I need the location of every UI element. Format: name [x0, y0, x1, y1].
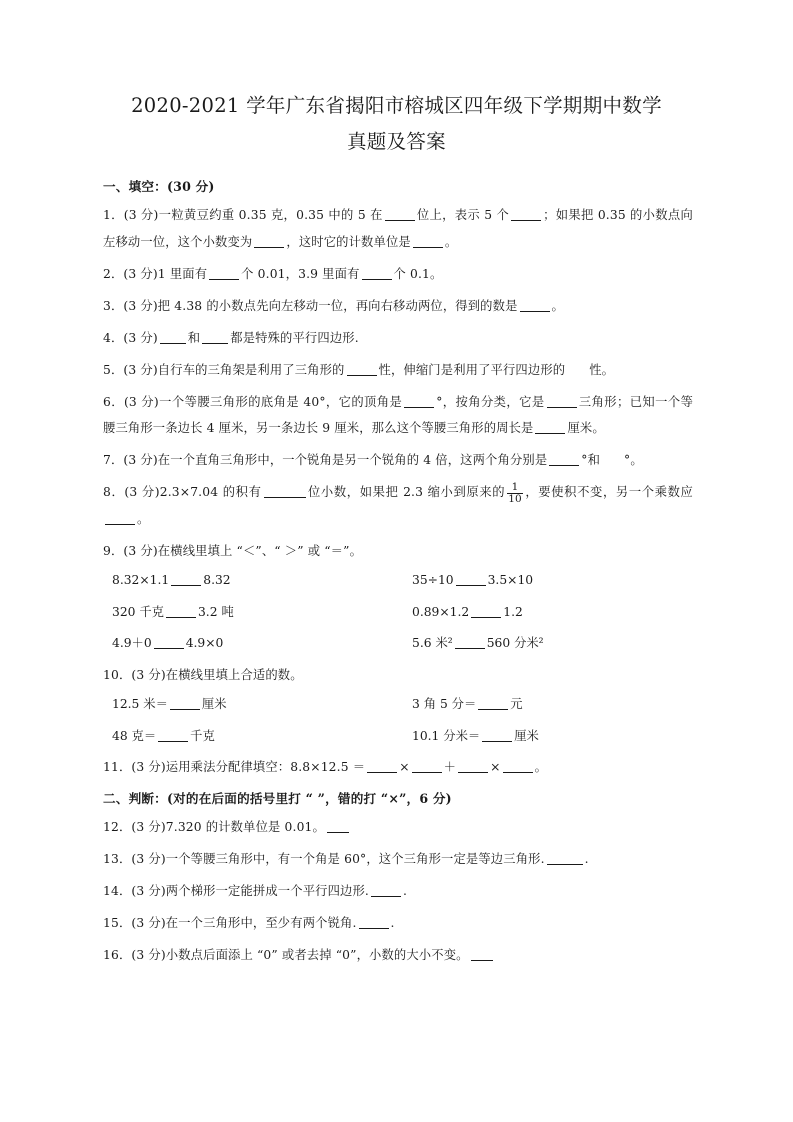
- question-13: [103, 846, 693, 873]
- question-6-text-b: °，按角分类，它是: [436, 394, 545, 409]
- question-10-row-1-left: [103, 691, 412, 718]
- answer-blank[interactable]: [347, 362, 377, 376]
- question-7-text-b: °和: [581, 453, 601, 467]
- answer-blank[interactable]: [471, 604, 501, 618]
- question-5-text-c: 性。: [589, 362, 615, 377]
- question-9-row-3-left: [103, 630, 412, 657]
- question-9-row-2-left: [103, 599, 412, 626]
- expr-left: 10.1 分米＝: [412, 728, 481, 743]
- expr-right: 3.2 吨: [197, 604, 234, 619]
- question-6-text-d: 厘米。: [567, 421, 605, 435]
- answer-blank[interactable]: [327, 819, 349, 833]
- expr-right: 3.5×10: [487, 573, 534, 587]
- expr-left: 320 千克: [112, 604, 164, 619]
- question-6-text-a: 一个等腰三角形的底角是 40°，它的顶角是: [158, 394, 403, 409]
- answer-blank[interactable]: [154, 635, 184, 649]
- answer-blank[interactable]: [158, 728, 188, 742]
- expr-right: 4.9×0: [185, 636, 224, 650]
- question-8-number: 8．(3 分): [103, 485, 160, 499]
- question-3-text-b: 。: [551, 298, 564, 313]
- question-12-text-a: 7.320 的计数单位是 0.01。: [165, 820, 325, 834]
- question-7-text-a: 在一个直角三角形中，一个锐角是另一个锐角的 4 倍，这两个角分别是: [157, 453, 548, 467]
- question-2-text-a: 1 里面有: [157, 266, 208, 281]
- fraction-numerator: 1: [511, 481, 519, 494]
- question-8-text-a: 2.3×7.04 的积有: [159, 485, 262, 499]
- question-9-row-3-right: [412, 630, 693, 657]
- question-7: [103, 447, 693, 474]
- expr-right: 千克: [190, 728, 215, 743]
- expr-left: 8.32×1.1: [112, 573, 170, 587]
- question-9-row-2-right: [412, 599, 693, 626]
- question-11: [103, 754, 693, 781]
- question-9-row-1-right: [412, 567, 693, 594]
- expr-right: 560 分米²: [486, 636, 544, 650]
- question-1-text-e: 。: [444, 234, 458, 249]
- question-10-row-2: [103, 723, 693, 750]
- answer-blank[interactable]: [166, 604, 196, 618]
- question-10-row-1-right: [412, 691, 693, 718]
- question-9-row-2: [103, 599, 693, 626]
- section-heading-fill-in-blank: 一、填空：(30 分): [103, 179, 215, 194]
- question-1-text-c: ；如果把 0.35 的小数点向左移动一位，这个小数变为: [103, 208, 693, 249]
- question-10-row-2-right: [412, 723, 693, 750]
- question-1-text-a: 一粒黄豆约重 0.35 克，0.35 中的 5 在: [158, 208, 383, 222]
- question-1: [103, 202, 693, 255]
- question-15: [103, 910, 693, 937]
- question-8-text-d: 。: [137, 511, 150, 526]
- question-4-number: 4．(3 分): [103, 330, 158, 345]
- question-1-text-b: 位上，表示 5 个: [416, 208, 510, 222]
- answer-blank[interactable]: [209, 266, 239, 280]
- question-13-text-a: 一个等腰三角形中，有一个角是 60°，这个三角形一定是等边三角形.: [165, 852, 545, 866]
- question-13-number: 13．(3 分): [103, 852, 166, 866]
- question-14-text-a: 两个梯形一定能拼成一个平行四边形.: [165, 884, 369, 898]
- answer-blank[interactable]: [549, 452, 579, 466]
- expr-left: 12.5 米＝: [112, 697, 168, 711]
- question-11-text-a: 运用乘法分配律填空：8.8×12.5 ＝: [165, 760, 366, 774]
- answer-blank[interactable]: [547, 394, 577, 408]
- answer-blank[interactable]: [105, 511, 135, 525]
- question-9-row-3: [103, 630, 693, 657]
- question-9-row-1-left: [103, 567, 412, 594]
- fraction-one-tenth: [507, 482, 523, 504]
- question-11-text-e: 。: [534, 760, 548, 774]
- question-7-number: 7．(3 分): [103, 453, 158, 467]
- question-8-text-b: 位小数，如果把 2.3 缩小到原来的: [307, 485, 506, 499]
- question-15-number: 15．(3 分): [103, 916, 166, 930]
- answer-blank[interactable]: [202, 330, 228, 344]
- answer-blank[interactable]: [264, 484, 306, 498]
- expr-left: 0.89×1.2: [412, 604, 470, 619]
- expr-right: 厘米: [514, 728, 539, 743]
- answer-blank[interactable]: [547, 851, 583, 865]
- answer-blank[interactable]: [458, 759, 488, 773]
- answer-blank[interactable]: [520, 298, 550, 312]
- question-5-text-b: 性，伸缩门是利用了平行四边形的: [378, 362, 566, 377]
- question-6-number: 6．(3 分): [103, 394, 159, 409]
- page-title: [0, 0, 793, 160]
- question-6: [103, 389, 693, 442]
- question-13-text-b: .: [584, 852, 589, 866]
- question-3: [103, 293, 693, 320]
- question-2-text-c: 个 0.1。: [393, 266, 443, 281]
- expr-left: 4.9＋0: [112, 636, 152, 650]
- answer-blank[interactable]: [170, 696, 200, 710]
- question-1-text-d: ，这时它的计数单位是: [286, 234, 411, 249]
- fraction-denominator: 10: [508, 493, 522, 505]
- question-2-text-b: 个 0.01，3.9 里面有: [241, 266, 360, 281]
- question-14-number: 14．(3 分): [103, 884, 166, 898]
- question-5-text-a: 自行车的三角架是利用了三角形的: [157, 362, 345, 377]
- question-4-text-a: 和: [187, 330, 201, 345]
- answer-blank[interactable]: [362, 266, 392, 280]
- question-14-text-b: .: [403, 884, 408, 898]
- question-11-number: 11．(3 分): [103, 760, 166, 774]
- question-10-number: 10．(3 分): [103, 667, 166, 682]
- answer-blank[interactable]: [404, 394, 434, 408]
- question-11-text-c: ＋: [443, 760, 457, 774]
- answer-blank[interactable]: [456, 572, 486, 586]
- question-11-text-d: ×: [490, 760, 501, 774]
- answer-blank[interactable]: [385, 207, 415, 221]
- question-4-text-b: 都是特殊的平行四边形.: [230, 330, 359, 345]
- question-15-text-a: 在一个三角形中，至少有两个锐角.: [165, 916, 357, 930]
- expr-right: 元: [510, 697, 523, 711]
- answer-blank[interactable]: [455, 635, 485, 649]
- question-9-prompt: 在横线里填上 “＜”、“ ＞” 或 “＝”。: [157, 543, 363, 558]
- expr-left: 5.6 米²: [412, 636, 453, 650]
- question-10-row-2-left: [103, 723, 412, 750]
- question-9-row-1: [103, 567, 693, 594]
- question-16-text-a: 小数点后面添上 “0” 或者去掉 “0”，小数的大小不变。: [165, 948, 469, 962]
- expr-right: 厘米: [201, 697, 227, 711]
- question-11-text-b: ×: [399, 760, 410, 774]
- answer-blank[interactable]: [503, 759, 533, 773]
- answer-blank[interactable]: [171, 572, 201, 586]
- question-5-number: 5．(3 分): [103, 362, 158, 377]
- answer-blank[interactable]: [482, 728, 512, 742]
- question-4: [103, 325, 693, 352]
- answer-blank[interactable]: [478, 696, 508, 710]
- question-5: [103, 357, 693, 384]
- question-16: [103, 942, 693, 969]
- expr-left: 48 克＝: [112, 728, 157, 743]
- answer-blank[interactable]: [160, 330, 186, 344]
- page-title-line-1: 2020-2021 学年广东省揭阳市榕城区四年级下学期期中数学: [131, 94, 662, 117]
- question-8-text-c: ，要使积不变，另一个乘数应: [524, 485, 694, 499]
- expr-left: 3 角 5 分＝: [412, 697, 477, 711]
- page-title-line-2: 真题及答案: [346, 130, 446, 153]
- question-10-prompt: 在横线里填上合适的数。: [165, 667, 303, 682]
- question-2-number: 2．(3 分): [103, 266, 158, 281]
- question-6-text-c: 三角形；已知一个等腰三角形一条边长 4 厘米，另一条边长 9 厘米，那么这个等腰三角形的周长是: [103, 394, 694, 435]
- answer-blank[interactable]: [413, 234, 443, 248]
- question-16-number: 16．(3 分): [103, 948, 166, 962]
- question-2: [103, 261, 693, 288]
- question-9-number: 9．(3 分): [103, 543, 158, 558]
- question-3-number: 3．(3 分): [103, 298, 158, 313]
- expr-left: 35÷10: [412, 573, 454, 587]
- question-14: [103, 878, 693, 905]
- question-12-number: 12．(3 分): [103, 820, 166, 834]
- expr-right: 8.32: [203, 573, 231, 587]
- answer-blank[interactable]: [567, 363, 587, 376]
- question-10: [103, 662, 693, 689]
- question-8: [103, 479, 693, 532]
- exam-body: [0, 174, 793, 969]
- answer-blank[interactable]: [371, 883, 401, 897]
- expr-right: 1.2: [503, 604, 523, 619]
- section-heading-true-false: 二、判断：(对的在后面的括号里打 “ ”，错的打 “×”，6 分): [103, 791, 452, 806]
- answer-blank[interactable]: [511, 207, 541, 221]
- answer-blank[interactable]: [254, 234, 284, 248]
- answer-blank[interactable]: [359, 915, 389, 929]
- answer-blank[interactable]: [535, 420, 565, 434]
- answer-blank[interactable]: [412, 759, 442, 773]
- question-9: [103, 538, 693, 565]
- question-15-text-b: .: [390, 916, 395, 930]
- question-3-text-a: 把 4.38 的小数点先向左移动一位，再向右移动两位，得到的数是: [157, 298, 518, 313]
- question-1-number: 1．(3 分): [103, 208, 159, 222]
- answer-blank[interactable]: [602, 453, 622, 466]
- question-12: [103, 814, 693, 841]
- answer-blank[interactable]: [367, 759, 397, 773]
- question-10-row-1: [103, 691, 693, 718]
- question-7-text-c: °。: [624, 453, 643, 467]
- answer-blank[interactable]: [471, 947, 493, 961]
